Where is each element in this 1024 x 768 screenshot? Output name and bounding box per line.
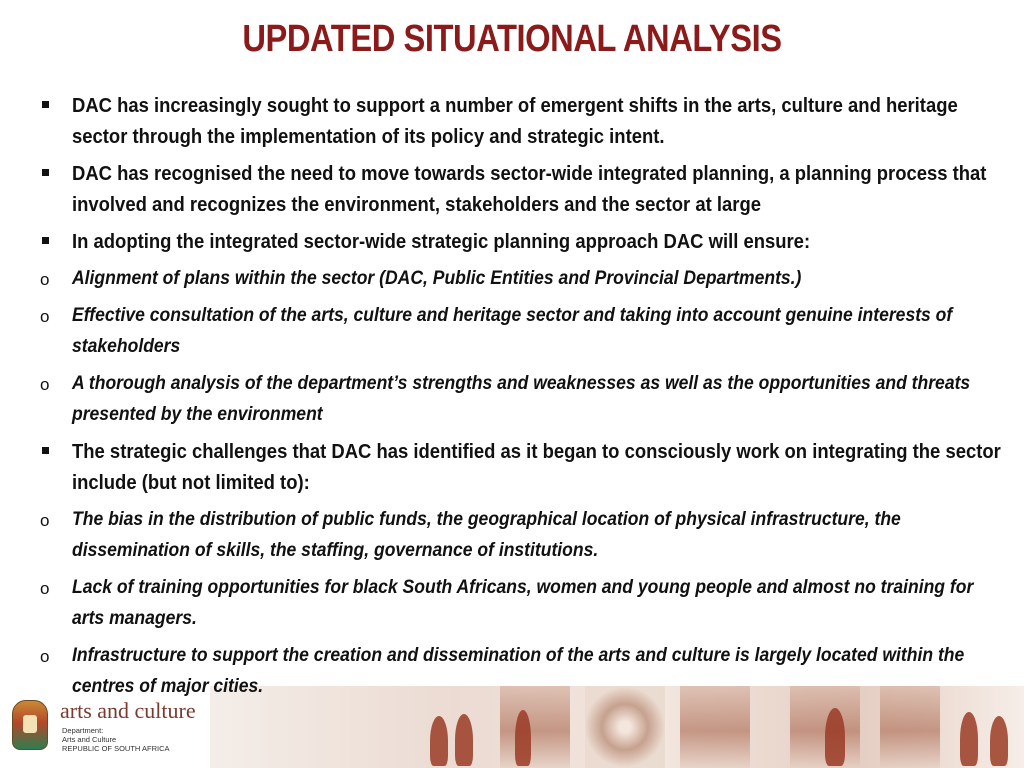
bullet-text: DAC has increasingly sought to support a number of emergent shifts in the arts, culture and heritage sector through the implementation of its policy and strategic intent. [72,94,958,148]
slide-body [40,90,1005,702]
sub-bullet-item [40,572,1005,634]
sub-bullet-text: The bias in the distribution of public funds, the geographical location of physical infrastructure, the dissemination of skills, the staffing, governance of institutions. [72,508,901,561]
bullet-text: The strategic challenges that DAC has identified as it began to consciously work on integrating the sector include (but not limited to): [72,440,1001,494]
sub-bullet-item [40,263,1005,294]
logo-country: REPUBLIC OF SOUTH AFRICA [62,744,170,753]
circle-bullet-icon: o [40,579,50,598]
footer-figure [990,716,1008,766]
bullet-item [40,436,1005,498]
logo-dept-name: Arts and Culture [62,735,117,744]
bullet-text: In adopting the integrated sector-wide strategic planning approach DAC will ensure: [72,230,811,253]
footer-figure [960,712,978,766]
sub-bullet-text: A thorough analysis of the department’s strengths and weaknesses as well as the opportunities and threats presented by the environment [72,372,971,425]
circle-bullet-icon: o [40,270,50,289]
sub-bullet-text: Effective consultation of the arts, culture and heritage sector and taking into account genuine interests of stakeholders [72,304,953,357]
bullet-item [40,226,1005,257]
bullet-item [40,90,1005,152]
sub-bullet-item [40,640,1005,702]
slide-title: UPDATED SITUATIONAL ANALYSIS [242,18,782,60]
coat-of-arms-icon [12,700,48,750]
bullet-text: DAC has recognised the need to move towards sector-wide integrated planning, a planning process that involved and recognizes the environment, stakeholders and the sector at large [72,162,987,216]
sub-bullet-text: Infrastructure to support the creation and dissemination of the arts and culture is largely located within the centres of major cities. [72,644,965,697]
sub-bullet-item [40,300,1005,362]
sub-bullet-item [40,368,1005,430]
circle-bullet-icon: o [40,647,50,666]
footer-figure [825,708,845,766]
circle-bullet-icon: o [40,307,50,326]
bullet-item [40,158,1005,220]
circle-bullet-icon: o [40,375,50,394]
footer-figure [515,710,531,766]
circle-bullet-icon: o [40,511,50,530]
sub-bullet-item [40,504,1005,566]
logo-wordmark: arts and culture [60,698,196,723]
logo-dept-label: Department: [62,726,104,735]
sub-bullet-text: Lack of training opportunities for black South Africans, women and young people and almost no training for arts managers. [72,576,974,629]
footer-figure [430,716,448,766]
footer-figure [455,714,473,766]
sub-bullet-text: Alignment of plans within the sector (DAC, Public Entities and Provincial Departments.) [72,267,802,289]
